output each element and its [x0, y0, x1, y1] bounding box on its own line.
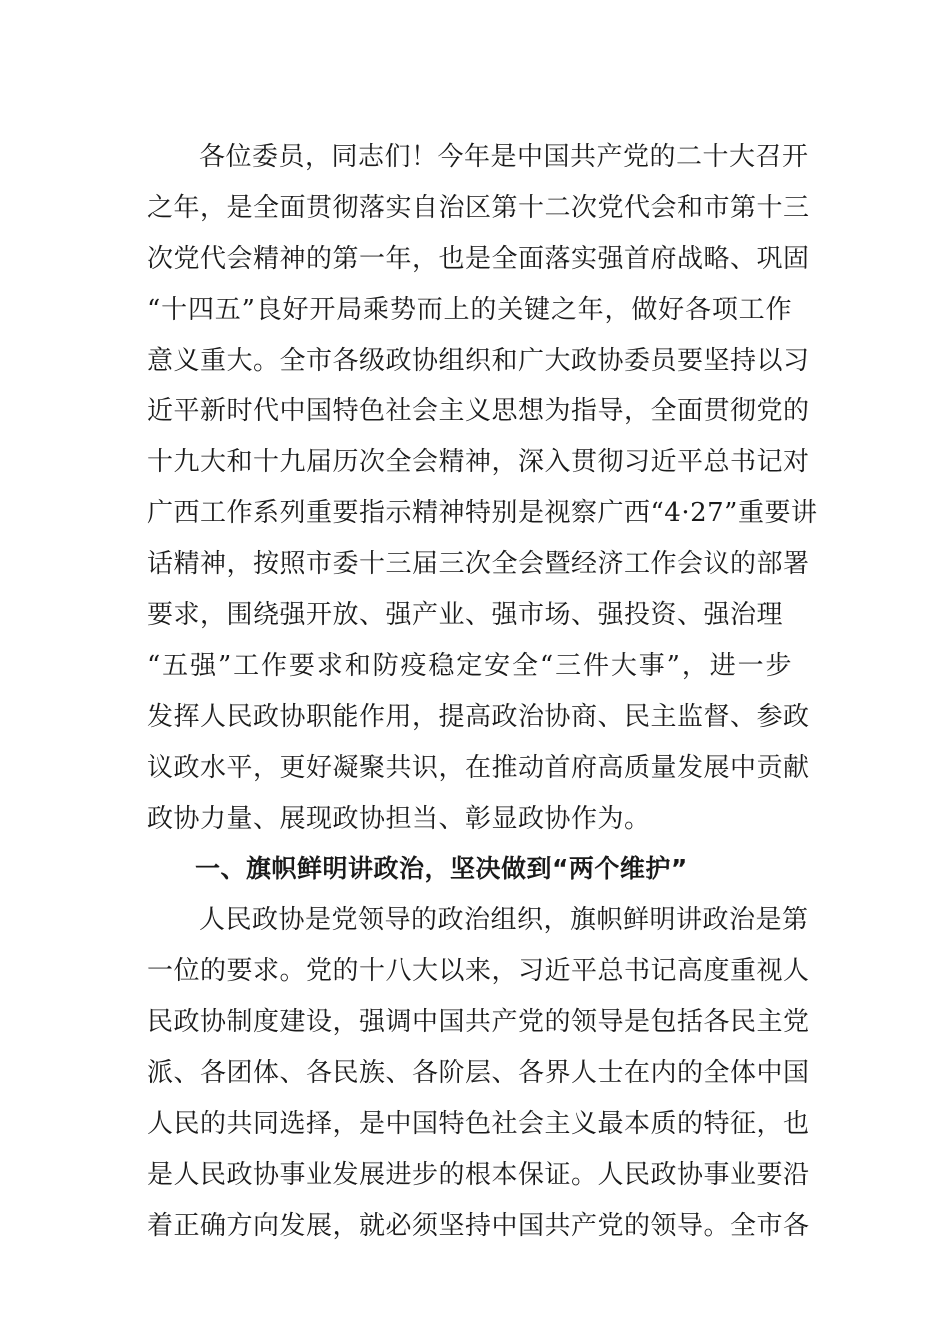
paragraph-line: 近平新时代中国特色社会主义思想为指导，全面贯彻党的	[147, 396, 810, 427]
paragraph-line: 政协力量、展现政协担当、彰显政协作为。	[147, 803, 651, 834]
paragraph-line: 要求，围绕强开放、强产业、强市场、强投资、强治理	[147, 600, 784, 631]
paragraph-line: 广西工作系列重要指示精神特别是视察广西“4·27”重要讲	[147, 498, 818, 529]
paragraph-line: 民政协制度建设，强调中国共产党的领导是包括各民主党	[147, 1007, 810, 1038]
paragraph-line: 各位委员，同志们！今年是中国共产党的二十大召开	[199, 142, 809, 172]
paragraph-line: 次党代会精神的第一年，也是全面落实强首府战略、巩固	[147, 243, 810, 274]
paragraph-line: 是人民政协事业发展进步的根本保证。人民政协事业要沿	[147, 1159, 810, 1190]
paragraph-line: 之年，是全面贯彻落实自治区第十二次党代会和市第十三	[147, 192, 810, 223]
paragraph-line: “五强”工作要求和防疫稳定安全“三件大事”，进一步	[147, 650, 792, 681]
paragraph-line: 十九大和十九届历次全会精神，深入贯彻习近平总书记对	[147, 447, 810, 478]
paragraph-line: 着正确方向发展，就必须坚持中国共产党的领导。全市各	[147, 1210, 810, 1241]
paragraph-line: 话精神，按照市委十三届三次全会暨经济工作会议的部署	[147, 549, 810, 580]
paragraph-line: 一位的要求。党的十八大以来，习近平总书记高度重视人	[147, 956, 810, 987]
paragraph-line: 人民政协是党领导的政治组织，旗帜鲜明讲政治是第	[199, 905, 809, 936]
document-body	[147, 132, 818, 1252]
section-heading: 一、旗帜鲜明讲政治，坚决做到“两个维护”	[195, 854, 688, 884]
paragraph-line: 派、各团体、各民族、各阶层、各界人士在内的全体中国	[147, 1058, 810, 1089]
paragraph-line: “十四五”良好开局乘势而上的关键之年，做好各项工作	[147, 294, 792, 325]
paragraph-line: 议政水平，更好凝聚共识，在推动首府高质量发展中贡献	[147, 752, 810, 783]
paragraph-line: 人民的共同选择，是中国特色社会主义最本质的特征，也	[147, 1108, 810, 1139]
paragraph-line: 发挥人民政协职能作用，提高政治协商、民主监督、参政	[147, 701, 810, 732]
paragraph-line: 意义重大。全市各级政协组织和广大政协委员要坚持以习	[147, 345, 810, 376]
